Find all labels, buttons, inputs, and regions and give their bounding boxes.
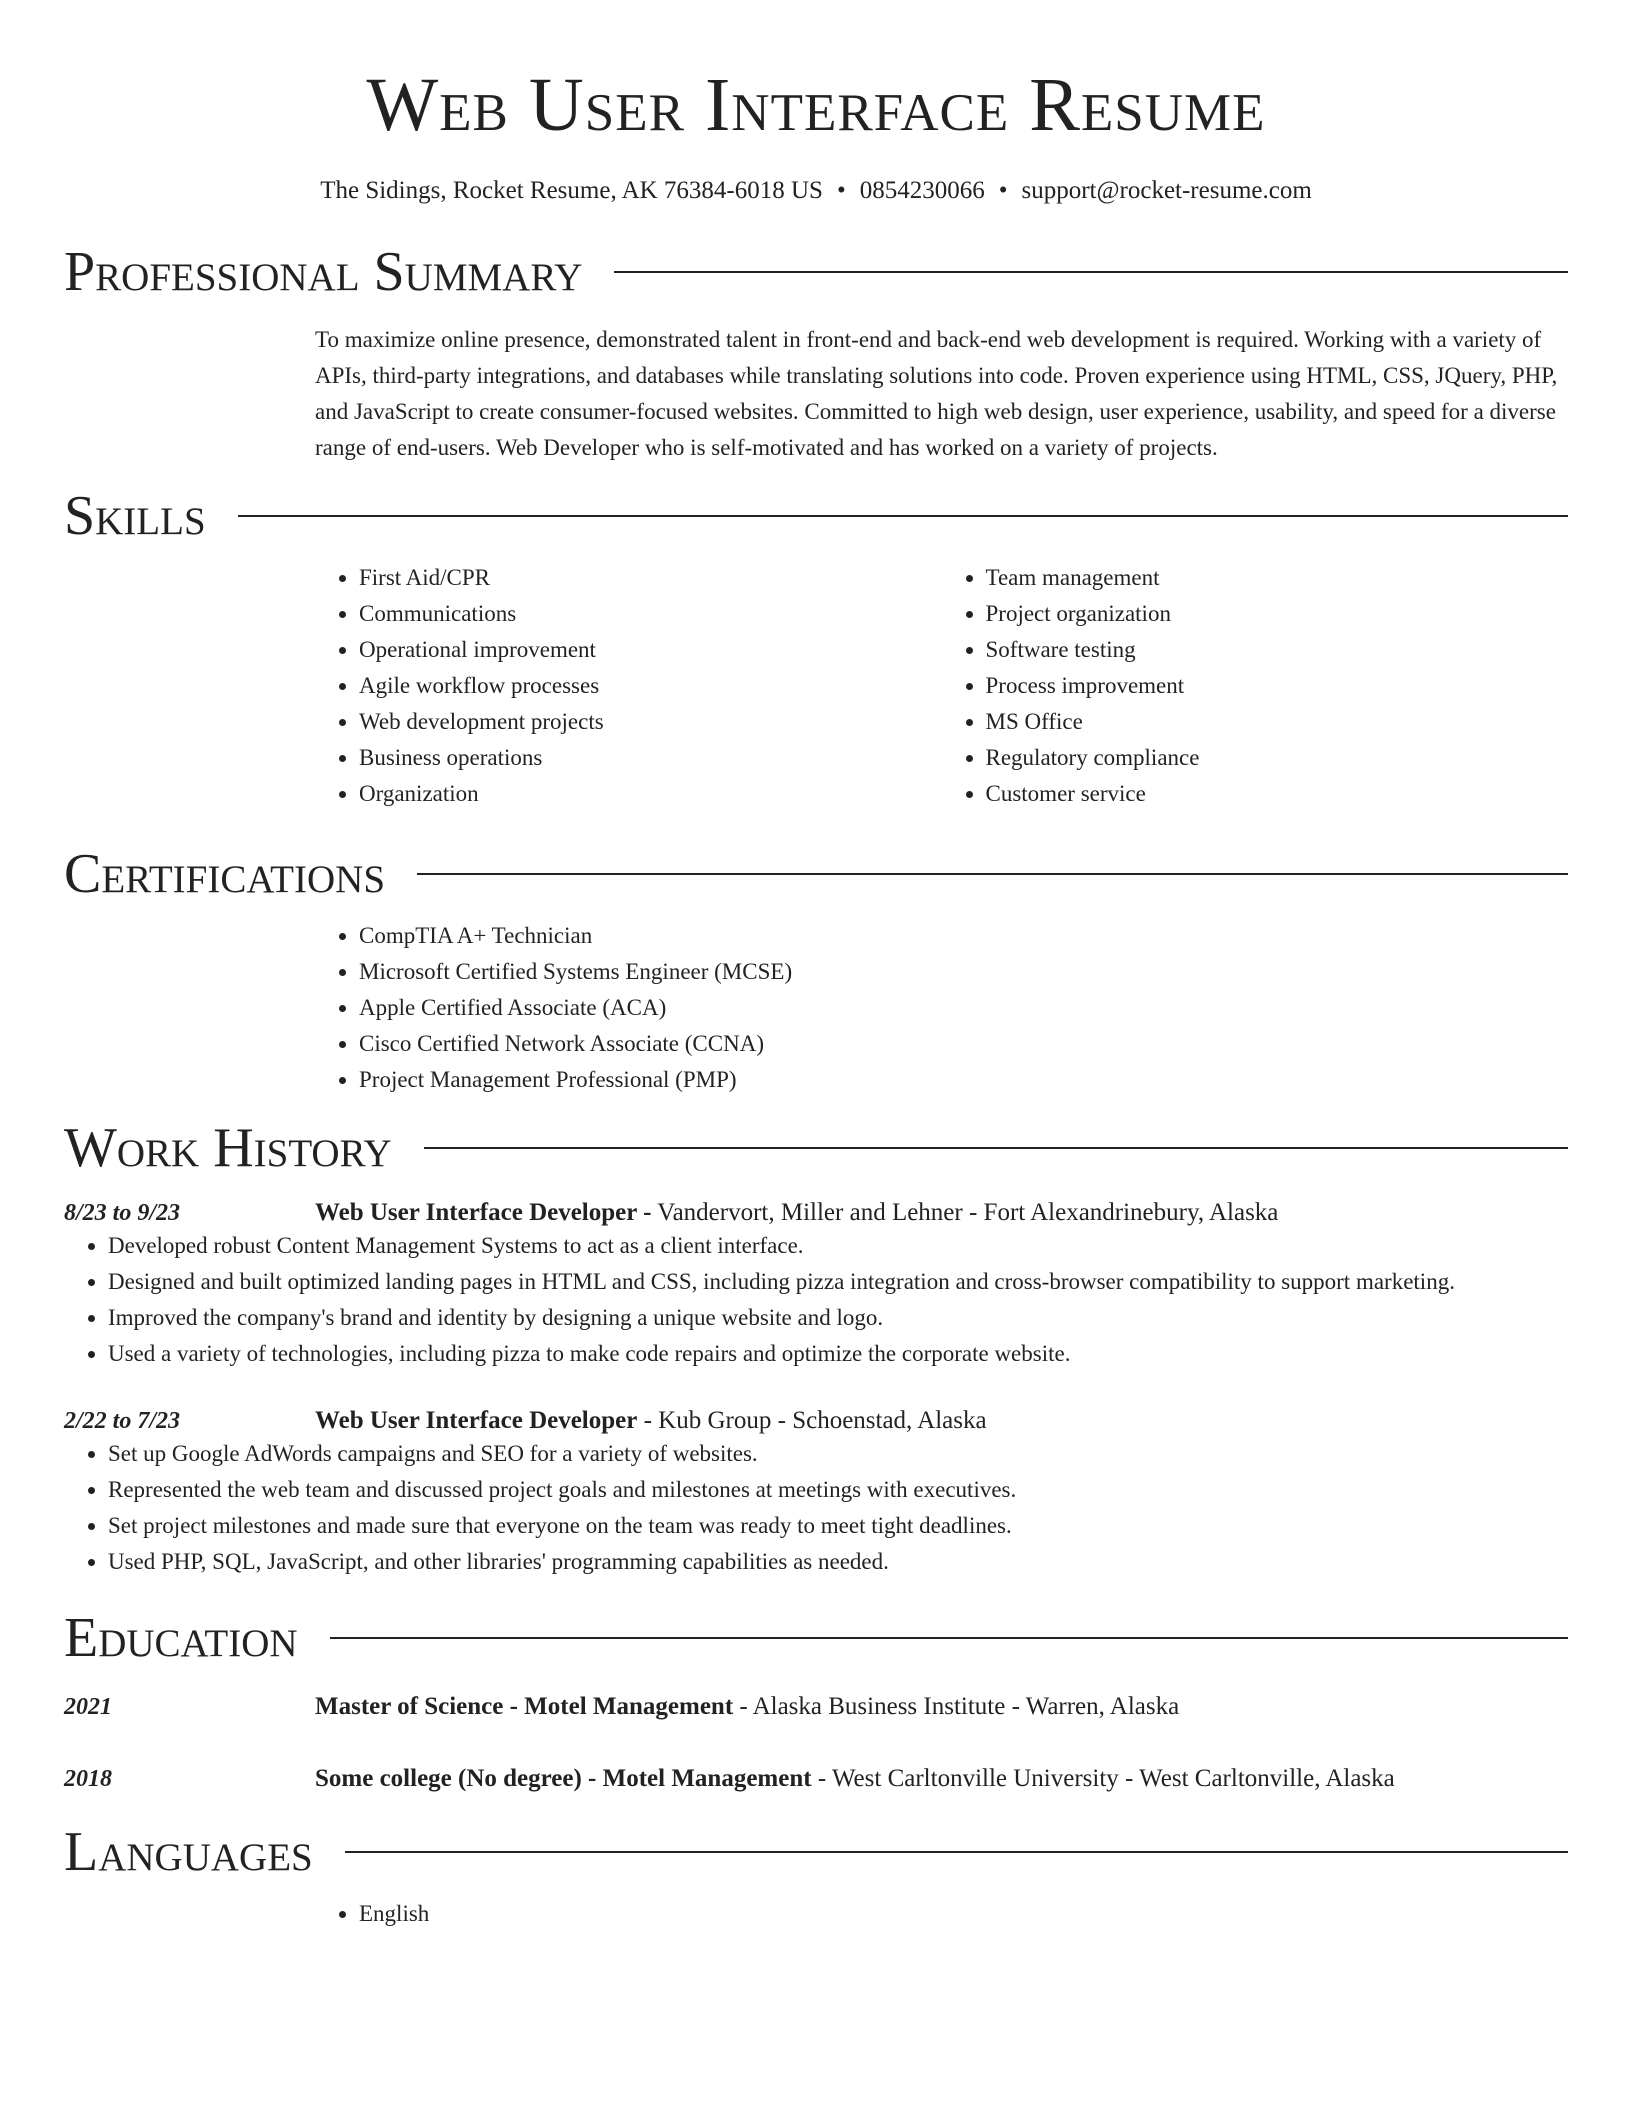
education-school: - Alaska Business Institute - Warren, Alaska — [733, 1693, 1180, 1720]
job-bullet: • Used PHP, SQL, JavaScript, and other libraries' programming capabilities as needed. — [108, 1544, 1568, 1580]
section-title: Education — [64, 1607, 298, 1669]
skill-item: • MS Office — [986, 704, 1569, 740]
summary-section-header — [64, 240, 1568, 304]
contact-phone: 0854230066 — [859, 177, 985, 204]
section-divider — [238, 515, 1568, 517]
job-entry — [64, 1406, 1568, 1580]
job-title: Web User Interface Developer — [315, 1407, 638, 1434]
job-bullet: • Set up Google AdWords campaigns and SEO for a variety of websites. — [108, 1436, 1568, 1472]
job-bullets — [64, 1228, 1568, 1372]
section-divider — [330, 1637, 1568, 1639]
job-bullets — [64, 1436, 1568, 1580]
languages-section-header — [64, 1820, 1568, 1884]
job-dates: 8/23 to 9/23 — [64, 1200, 181, 1226]
skill-item: • Organization — [359, 776, 942, 812]
section-title: Certifications — [64, 843, 386, 905]
skills-section-header — [64, 484, 1568, 548]
certification-item: • Project Management Professional (PMP) — [359, 1062, 1568, 1098]
job-heading — [315, 1198, 1278, 1228]
section-title: Skills — [64, 485, 206, 547]
job-bullet: • Set project milestones and made sure that everyone on the team was ready to meet tight deadlines. — [108, 1508, 1568, 1544]
skill-item: • Operational improvement — [359, 632, 942, 668]
certification-item: • CompTIA A+ Technician — [359, 918, 1568, 954]
section-title: Languages — [64, 1821, 313, 1883]
section-divider — [424, 1147, 1568, 1149]
skill-item: • First Aid/CPR — [359, 560, 942, 596]
certification-item: • Cisco Certified Network Associate (CCNA) — [359, 1026, 1568, 1062]
job-dates: 2/22 to 7/23 — [64, 1408, 181, 1434]
skill-item: • Agile workflow processes — [359, 668, 942, 704]
certifications-section-header — [64, 842, 1568, 906]
certification-item: • Microsoft Certified Systems Engineer (MCSE) — [359, 954, 1568, 990]
education-year: 2021 — [64, 1694, 112, 1720]
skill-item: • Business operations — [359, 740, 942, 776]
work-section-header — [64, 1116, 1568, 1180]
job-employer: - Kub Group - Schoenstad, Alaska — [637, 1407, 987, 1434]
contact-separator: • — [836, 177, 846, 204]
contact-line — [64, 176, 1568, 206]
education-entry — [64, 1692, 1568, 1722]
contact-email: support@rocket-resume.com — [1021, 177, 1312, 204]
education-year: 2018 — [64, 1766, 112, 1792]
education-degree: Master of Science - Motel Management — [315, 1693, 734, 1720]
skill-item: • Regulatory compliance — [986, 740, 1569, 776]
skill-item: • Project organization — [986, 596, 1569, 632]
certification-item: • Apple Certified Associate (ACA) — [359, 990, 1568, 1026]
skills-left-column — [315, 560, 942, 812]
education-degree: Some college (No degree) - Motel Management — [315, 1765, 812, 1792]
skill-item: • Customer service — [986, 776, 1569, 812]
job-bullet: • Used a variety of technologies, including pizza to make code repairs and optimize the corporate website. — [108, 1336, 1568, 1372]
resume-name: Web User Interface Resume — [366, 63, 1266, 147]
skill-item: • Process improvement — [986, 668, 1569, 704]
certifications-list — [315, 918, 1568, 1098]
section-divider — [345, 1851, 1568, 1853]
education-section-header — [64, 1606, 1568, 1670]
resume-page — [64, 0, 1568, 1932]
skill-item: • Software testing — [986, 632, 1569, 668]
section-title: Professional Summary — [64, 241, 583, 303]
section-divider — [614, 271, 1568, 273]
education-school: - West Carltonville University - West Carltonville, Alaska — [811, 1765, 1395, 1792]
job-title: Web User Interface Developer - — [315, 1199, 652, 1226]
education-entry — [64, 1764, 1568, 1794]
job-bullet: • Represented the web team and discussed project goals and milestones at meetings with executives. — [108, 1472, 1568, 1508]
summary-text: To maximize online presence, demonstrated talent in front-end and back-end web development is required. Working with a variety of APIs, third-party integrations, and databases while translating solutions into code. Proven experience using HTML, CSS, JQuery, PHP, and JavaScript to create consumer-focused websites. Committed to high web design, user experience, usability, and speed for a diverse range of end-users. Web Developer who is self-motivated and has worked on a variety of projects. — [315, 327, 1558, 460]
job-heading — [315, 1406, 987, 1436]
job-bullet: • Developed robust Content Management Systems to act as a client interface. — [108, 1228, 1568, 1264]
skill-item: • Team management — [986, 560, 1569, 596]
skills-list — [315, 560, 1568, 812]
job-employer: Vandervort, Miller and Lehner - Fort Alexandrinebury, Alaska — [651, 1199, 1279, 1226]
contact-separator: • — [998, 177, 1008, 204]
section-divider — [417, 873, 1568, 875]
skills-right-column — [942, 560, 1569, 812]
job-entry — [64, 1198, 1568, 1372]
skill-item: • Communications — [359, 596, 942, 632]
contact-address: The Sidings, Rocket Resume, AK 76384-6018 US — [320, 177, 823, 204]
languages-list — [315, 1896, 1568, 1932]
job-bullet: • Improved the company's brand and identity by designing a unique website and logo. — [108, 1300, 1568, 1336]
language-item: • English — [359, 1896, 1568, 1932]
section-title: Work History — [64, 1117, 392, 1179]
job-bullet: • Designed and built optimized landing pages in HTML and CSS, including pizza integration and cross-browser compatibility to support marketing. — [108, 1264, 1568, 1300]
skill-item: • Web development projects — [359, 704, 942, 740]
